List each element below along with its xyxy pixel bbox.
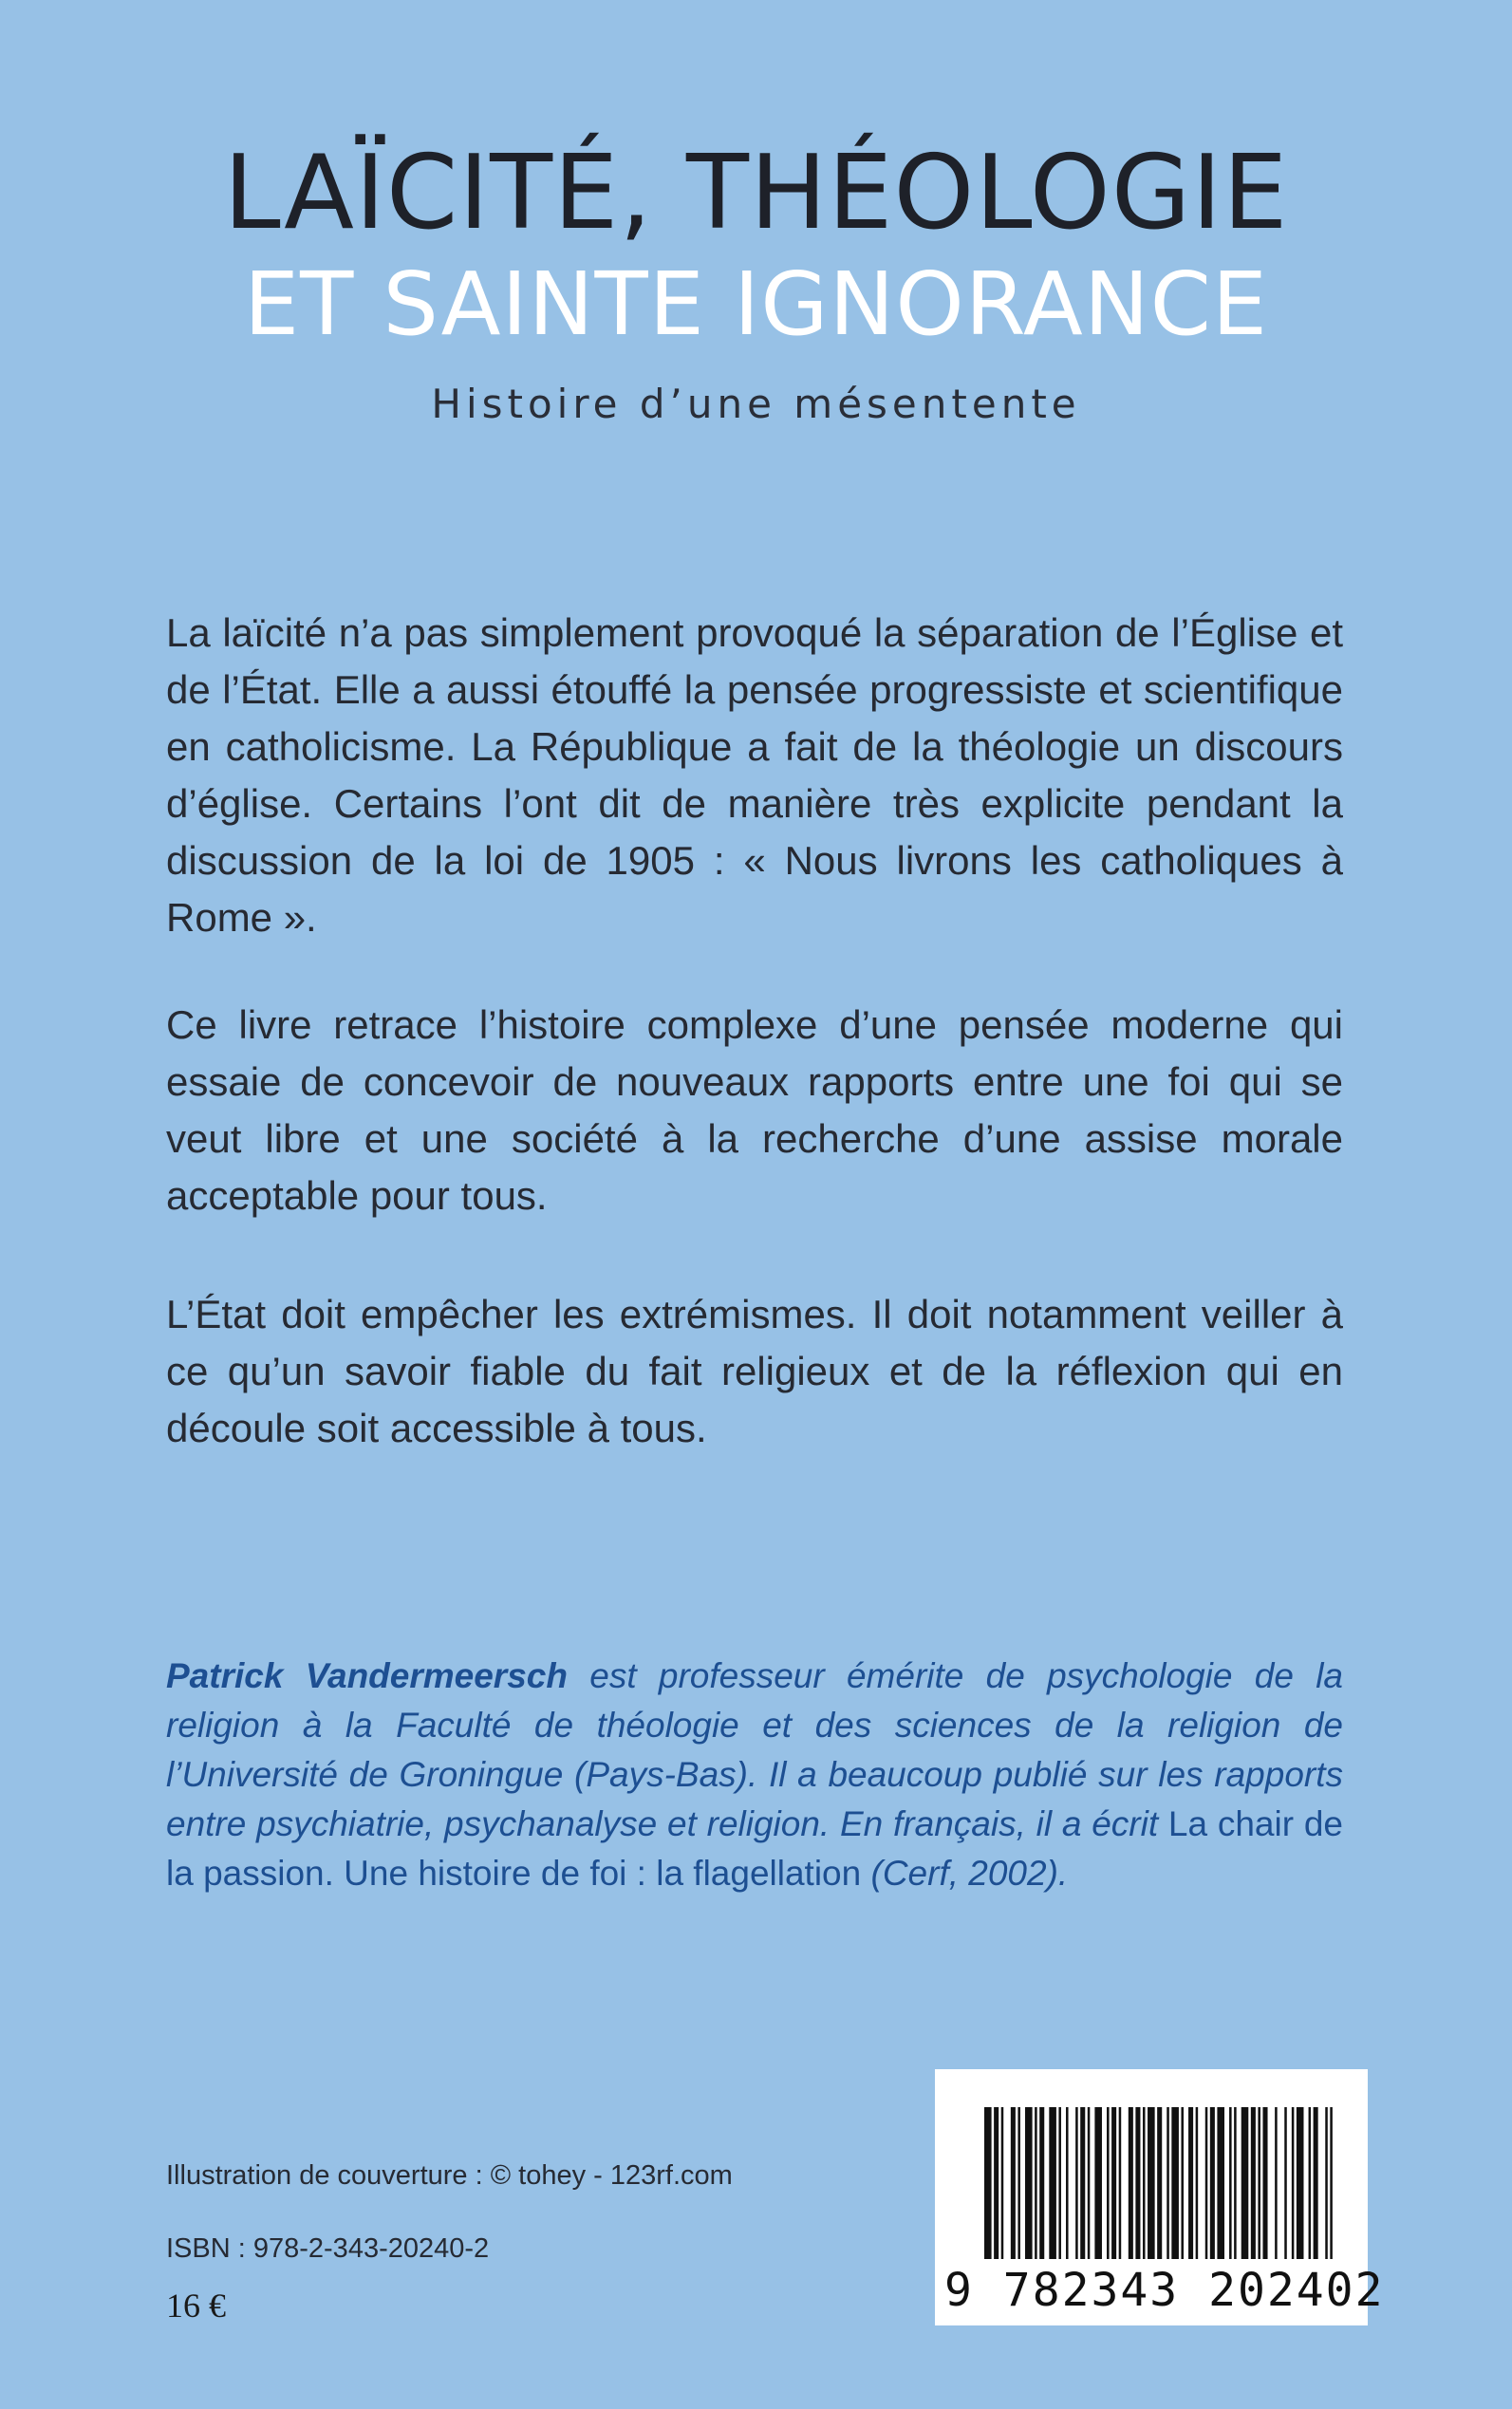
barcode-bar: [1111, 2107, 1116, 2259]
barcode-bar: [1196, 2107, 1199, 2259]
barcode-bar: [1135, 2107, 1140, 2259]
barcode-bar: [1229, 2107, 1232, 2259]
barcode-bar: [1148, 2107, 1155, 2259]
isbn-number: ISBN : 978-2-343-20240-2: [166, 2233, 490, 2264]
summary-paragraph-1: La laïcité n’a pas simplement provoqué la séparation de l’Église et de l’État. Elle a aussi étouffé la pensée progressiste et scientifique en catholicisme. La République a fait de la théologie un discours d’église. Certains l’ont dit de manière très explicite pendant la discussion de la loi de 1905 : « Nous livrons les catholiques à Rome ».: [166, 610, 1343, 940]
barcode-bar: [1039, 2107, 1044, 2259]
barcode-bar: [1167, 2107, 1169, 2259]
barcode-bar: [1275, 2107, 1278, 2259]
barcode-bar: [1171, 2107, 1179, 2259]
price: 16 €: [166, 2287, 226, 2325]
barcode-bar: [1001, 2107, 1004, 2259]
author-book-title: La chair de la passion. Une histoire de foi : la flagellation: [166, 1804, 1343, 1893]
barcode-bar: [1297, 2107, 1304, 2259]
barcode-bar: [1188, 2107, 1193, 2259]
illustration-credit: Illustration de couverture : © tohey - 123rf.com: [166, 2160, 733, 2191]
barcode-digits: 9 782343 202402: [944, 2264, 1385, 2317]
barcode-bar: [1094, 2107, 1102, 2259]
barcode-bar: [984, 2107, 992, 2259]
barcode-bar: [1251, 2107, 1256, 2259]
barcode-bar: [1217, 2107, 1224, 2259]
book-tagline: Histoire d’une mésentente: [431, 381, 1081, 427]
barcode-bar: [1234, 2107, 1237, 2259]
barcode-bar: [1284, 2107, 1287, 2259]
barcode-bar: [1143, 2107, 1146, 2259]
barcode-bar: [1011, 2107, 1016, 2259]
summary-paragraph-2: Ce livre retrace l’histoire complexe d’une pensée moderne qui essaie de concevoir de nouveaux rapports entre une foi qui se veut libre et une société à la recherche d’une assise morale acceptable pour tous.: [166, 1002, 1343, 1218]
barcode-bar: [1017, 2107, 1020, 2259]
barcode-bar: [1258, 2107, 1260, 2259]
barcode-bar: [1205, 2107, 1208, 2259]
barcode-bars: [935, 2069, 1368, 2264]
barcode-bar: [1241, 2107, 1249, 2259]
barcode-bar: [1314, 2107, 1318, 2259]
barcode-bar: [1025, 2107, 1033, 2259]
author-bio-text: est professeur émérite de psychologie de la religion à la Faculté de théologie et des sciences de la religion de l’Université de Groningue (Pays-Bas). Il a beaucoup publié sur les rapports entre psychiatrie, psychanalyse et religion. En français, il a écrit: [166, 1656, 1343, 1843]
barcode-bar: [994, 2107, 999, 2259]
barcode: [935, 2069, 1385, 2325]
barcode-bar: [1210, 2107, 1215, 2259]
barcode-bar: [1157, 2107, 1162, 2259]
barcode-bar: [1330, 2107, 1333, 2259]
barcode-bar: [1088, 2107, 1091, 2259]
barcode-bar: [1066, 2107, 1069, 2259]
barcode-bar: [1107, 2107, 1110, 2259]
barcode-bar: [1058, 2107, 1061, 2259]
barcode-bar: [1129, 2107, 1133, 2259]
barcode-bar: [1309, 2107, 1312, 2259]
author-book-ref: (Cerf, 2002).: [861, 1854, 1069, 1893]
book-title: LAÏCITÉ, THÉOLOGIE: [223, 134, 1289, 252]
book-subtitle: ET SAINTE IGNORANCE: [243, 253, 1269, 355]
summary-paragraph-3: L’État doit empêcher les extrémismes. Il doit notamment veiller à ce qu’un savoir fiable du fait religieux et de la réflexion qui en découle soit accessible à tous.: [166, 1292, 1343, 1450]
barcode-bar: [1035, 2107, 1037, 2259]
barcode-bar: [1119, 2107, 1122, 2259]
barcode-bar: [1292, 2107, 1295, 2259]
barcode-bar: [1080, 2107, 1085, 2259]
author-bio: [166, 1652, 1343, 1898]
author-name: Patrick Vandermeersch: [166, 1656, 568, 1695]
barcode-bar: [1049, 2107, 1056, 2259]
barcode-bar: [1262, 2107, 1267, 2259]
barcode-bar: [1075, 2107, 1078, 2259]
barcode-bar: [1325, 2107, 1328, 2259]
barcode-bar: [1181, 2107, 1184, 2259]
